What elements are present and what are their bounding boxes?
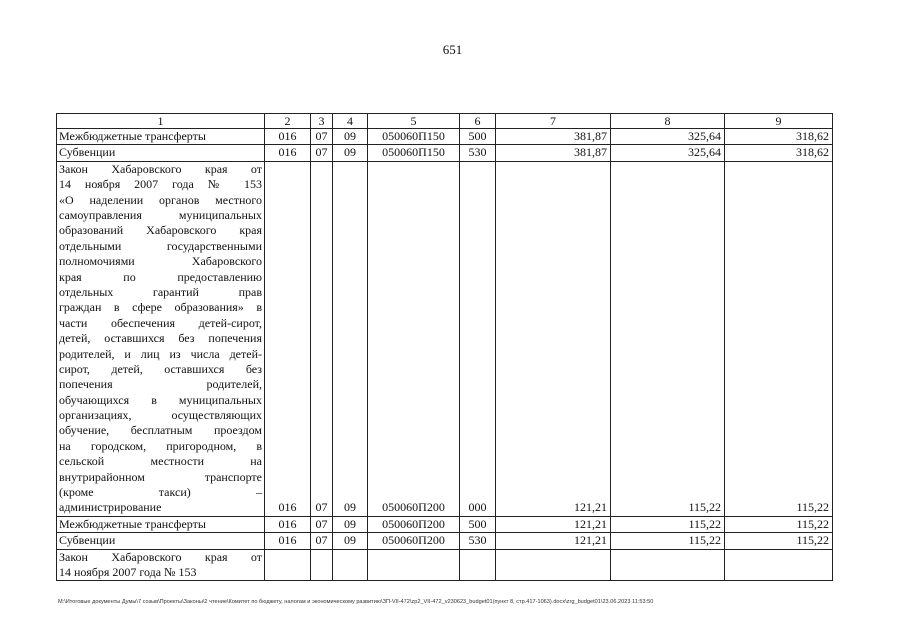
cell-year2: 115,22 xyxy=(611,516,725,532)
cell-pr: 09 xyxy=(333,516,368,532)
description-line: обучающихся в муниципальных xyxy=(59,392,262,407)
cell-csr: 050060П200 xyxy=(368,161,460,516)
description-line: на городском, пригородном, в xyxy=(59,438,262,453)
description-line: (кроме такси) – xyxy=(59,485,262,500)
cell-rz: 07 xyxy=(311,533,333,549)
cell-year1: 121,21 xyxy=(496,161,611,516)
cell-year3: 115,22 xyxy=(725,161,833,516)
cell-csr: 050060П200 xyxy=(368,533,460,549)
budget-table xyxy=(56,113,833,581)
cell-rz: 07 xyxy=(311,145,333,161)
description-line: граждан в сфере образования» в xyxy=(59,300,262,315)
table-row xyxy=(57,516,833,532)
table-row xyxy=(57,549,833,581)
column-header: 9 xyxy=(725,114,833,129)
cell-rz: 07 xyxy=(311,129,333,145)
table-row xyxy=(57,533,833,549)
empty-cell xyxy=(333,549,368,581)
cell-year2: 325,64 xyxy=(611,145,725,161)
cell-vr: 000 xyxy=(460,161,496,516)
cell-vr: 530 xyxy=(460,145,496,161)
page-number: 651 xyxy=(442,42,463,57)
cell-year1: 121,21 xyxy=(496,533,611,549)
cell-year3: 115,22 xyxy=(725,516,833,532)
description-line: части обеспечения детей-сирот, xyxy=(59,315,262,330)
description-line: края по предоставлению xyxy=(59,269,262,284)
description-line: попечения родителей, xyxy=(59,377,262,392)
column-header: 7 xyxy=(496,114,611,129)
description-line: Закон Хабаровского края от xyxy=(59,161,262,176)
cell-rz: 07 xyxy=(311,516,333,532)
description-line: образований Хабаровского края xyxy=(59,223,262,238)
cell-gr: 016 xyxy=(265,129,311,145)
cell-vr: 500 xyxy=(460,129,496,145)
cell-year3: 318,62 xyxy=(725,145,833,161)
description-line: отдельными государственными xyxy=(59,238,262,253)
cell-pr: 09 xyxy=(333,145,368,161)
column-header: 2 xyxy=(265,114,311,129)
row-name: Субвенции xyxy=(57,145,265,161)
description-line: 14 ноября 2007 года № 153 xyxy=(59,565,197,579)
description-line: родителей, и лиц из числа детей- xyxy=(59,346,262,361)
cell-year3: 318,62 xyxy=(725,129,833,145)
table-row xyxy=(57,129,833,145)
row-name: Субвенции xyxy=(57,533,265,549)
law-description xyxy=(57,161,265,516)
cell-year1: 121,21 xyxy=(496,516,611,532)
description-line: сирот, детей, оставшихся без xyxy=(59,361,262,376)
empty-cell xyxy=(368,549,460,581)
header-row xyxy=(57,114,833,129)
row-name: Межбюджетные трансферты xyxy=(57,129,265,145)
description-line: самоуправления муниципальных xyxy=(59,207,262,222)
cell-gr: 016 xyxy=(265,145,311,161)
table-row xyxy=(57,145,833,161)
cell-vr: 500 xyxy=(460,516,496,532)
cell-rz: 07 xyxy=(311,161,333,516)
description-line: 14 ноября 2007 года № 153 xyxy=(59,177,262,192)
law-description xyxy=(57,549,265,581)
cell-csr: 050060П150 xyxy=(368,129,460,145)
row-name: Межбюджетные трансферты xyxy=(57,516,265,532)
empty-cell xyxy=(311,549,333,581)
description-line: внутрирайонном транспорте xyxy=(59,469,262,484)
description-line: администрирование xyxy=(59,500,162,515)
cell-year2: 325,64 xyxy=(611,129,725,145)
cell-gr: 016 xyxy=(265,516,311,532)
document-footer-path: M:\Итоговые документы Думы\7 созыв\Проекты\Законы\2 чтение\Комитет по бюджету, налогам и экономическому развитию\ЗП-VII-472\zp2_VII-472_v230623_budget01(пункт 8, стр.417-1063).docx\zrg_budget01\23.06.2023 11:53:50 xyxy=(58,599,654,605)
description-line: обучение, бесплатным проездом xyxy=(59,423,262,438)
column-header: 6 xyxy=(460,114,496,129)
cell-vr: 530 xyxy=(460,533,496,549)
cell-year1: 381,87 xyxy=(496,129,611,145)
description-line: «О наделении органов местного xyxy=(59,192,262,207)
description-line: Закон Хабаровского края от xyxy=(59,549,262,564)
cell-pr: 09 xyxy=(333,161,368,516)
empty-cell xyxy=(496,549,611,581)
cell-csr: 050060П150 xyxy=(368,145,460,161)
description-line: полномочиями Хабаровского xyxy=(59,254,262,269)
column-header: 5 xyxy=(368,114,460,129)
empty-cell xyxy=(265,549,311,581)
column-header: 1 xyxy=(57,114,265,129)
cell-year2: 115,22 xyxy=(611,161,725,516)
column-header: 8 xyxy=(611,114,725,129)
table-row xyxy=(57,161,833,516)
column-header: 4 xyxy=(333,114,368,129)
empty-cell xyxy=(460,549,496,581)
cell-year2: 115,22 xyxy=(611,533,725,549)
cell-gr: 016 xyxy=(265,533,311,549)
cell-pr: 09 xyxy=(333,129,368,145)
cell-gr: 016 xyxy=(265,161,311,516)
cell-year3: 115,22 xyxy=(725,533,833,549)
description-line: сельской местности на xyxy=(59,454,262,469)
cell-year1: 381,87 xyxy=(496,145,611,161)
empty-cell xyxy=(725,549,833,581)
column-header: 3 xyxy=(311,114,333,129)
law-description-lines xyxy=(59,550,262,581)
description-line: организациях, осуществляющих xyxy=(59,408,262,423)
description-line: детей, оставшихся без попечения xyxy=(59,331,262,346)
cell-pr: 09 xyxy=(333,533,368,549)
description-line: отдельных гарантий прав xyxy=(59,284,262,299)
cell-csr: 050060П200 xyxy=(368,516,460,532)
law-description-lines xyxy=(59,162,262,516)
empty-cell xyxy=(611,549,725,581)
